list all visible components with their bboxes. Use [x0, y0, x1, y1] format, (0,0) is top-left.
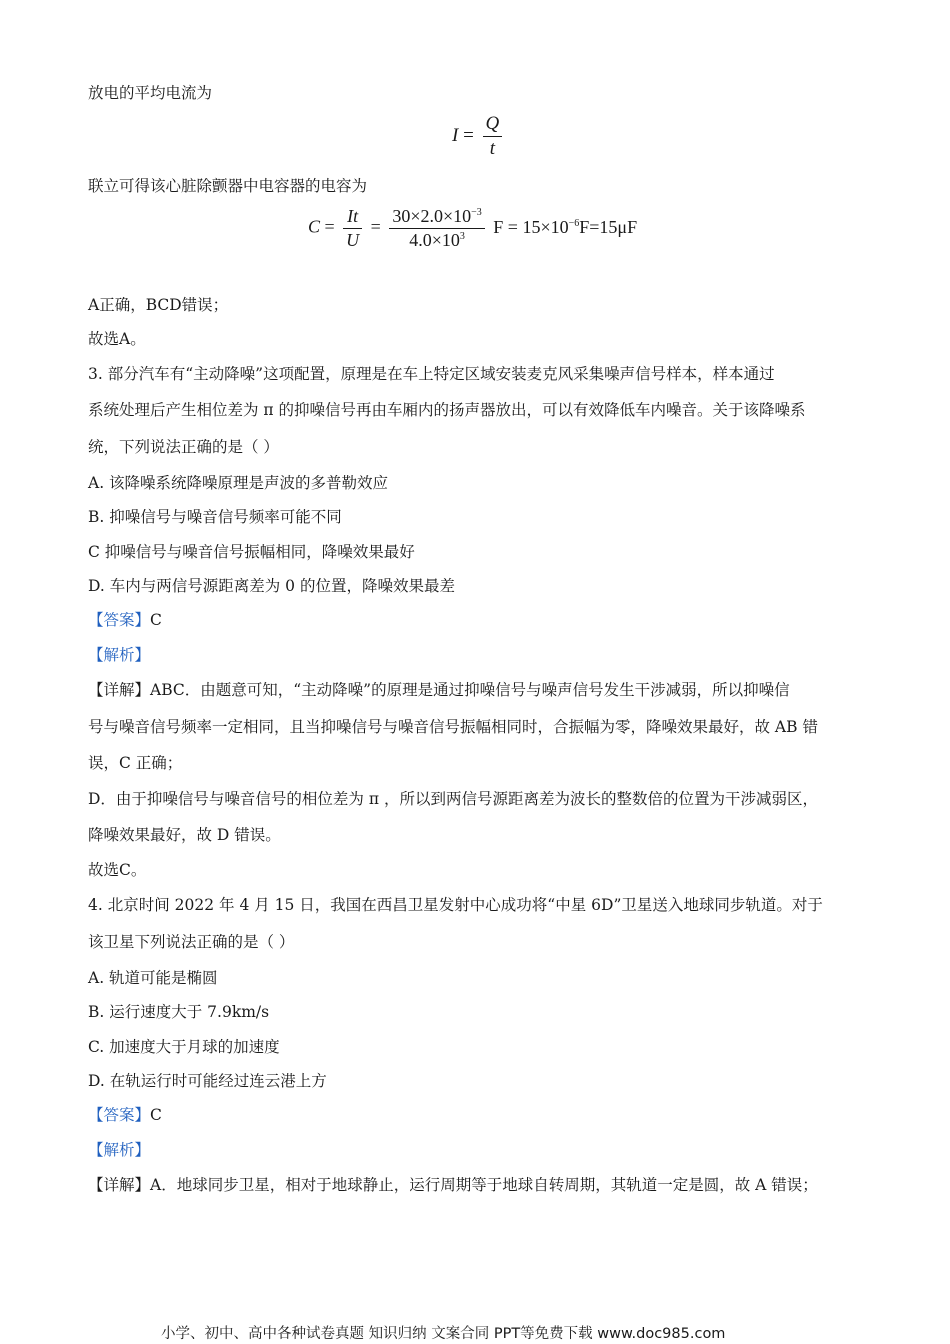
- q3-stem-line-2: 系统处理后产生相位差为 π 的抑噪信号再由车厢内的扬声器放出，可以有效降低车内噪音。关于该降噪系: [88, 401, 806, 419]
- detail-text: ABC．由题意可知，“主动降噪”的原理是通过抑噪信号与噪声信号发生干涉减弱，所以抑噪信: [150, 681, 790, 699]
- q3-detail-line-2: 号与噪音信号频率一定相同，且当抑噪信号与噪音信号振幅相同时，合振幅为零，降噪效果最好，故 AB 错: [88, 718, 818, 736]
- fraction-numerator: [389, 206, 484, 229]
- formula-current: [452, 113, 506, 160]
- formula-fraction-2: [389, 206, 484, 251]
- q3-choice: 故选C。: [88, 861, 147, 879]
- fraction-denominator: U: [346, 230, 360, 250]
- fraction-numerator: It: [343, 206, 362, 229]
- q4-analysis: [88, 1140, 150, 1160]
- formula-result: [493, 217, 637, 237]
- formula-lhs: I: [452, 124, 459, 146]
- text-line-choice: 故选A。: [88, 330, 146, 348]
- q4-answer: [88, 1105, 162, 1125]
- q3-stem-line-3: 统，下列说法正确的是（ ）: [88, 438, 279, 456]
- q4-option-d: D. 在轨运行时可能经过连云港上方: [88, 1072, 327, 1090]
- formula-eq: =: [324, 216, 335, 237]
- numerator-exponent: −3: [471, 207, 482, 218]
- footer-banner: 小学、初中、高中各种试卷真题 知识归纳 文案合同 PPT等免费下载 www.doc985.com: [161, 1326, 726, 1342]
- q4-stem-line-2: 该卫星下列说法正确的是（ ）: [88, 933, 295, 951]
- formula-fraction: [483, 113, 503, 160]
- q4-stem-line-1: 4. 北京时间 2022 年 4 月 15 日，我国在西昌卫星发射中心成功将“中星 6D”卫星送入地球同步轨道。对于: [88, 896, 823, 914]
- detail-text: A．地球同步卫星，相对于地球静止，运行周期等于地球自转周期，其轨道一定是圆，故 A 错误；: [150, 1176, 818, 1194]
- q4-option-b: B. 运行速度大于 7.9km/s: [88, 1003, 270, 1021]
- result-tail: F=15μF: [579, 216, 638, 237]
- result-base: F = 15×10: [493, 216, 569, 237]
- q3-detail-line-3: 误，C 正确；: [88, 754, 183, 772]
- denominator-exponent: 3: [459, 231, 465, 242]
- q3-detail-line-1: [88, 680, 790, 700]
- answer-tag: 【答案】: [88, 611, 151, 629]
- q4-option-a: A. 轨道可能是椭圆: [88, 969, 218, 987]
- q3-option-d: D. 车内与两信号源距离差为 0 的位置，降噪效果最差: [88, 577, 455, 595]
- detail-tag: 【详解】: [88, 1176, 151, 1194]
- q4-detail-line-1: [88, 1175, 818, 1195]
- fraction-numerator: Q: [483, 113, 503, 137]
- formula-eq: =: [370, 216, 381, 237]
- q3-detail-line-4: D．由于抑噪信号与噪音信号的相位差为 π ，所以到两信号源距离差为波长的整数倍的位置为干涉减弱区，: [88, 790, 818, 808]
- analysis-tag: 【解析】: [88, 1141, 151, 1159]
- q3-analysis: [88, 645, 150, 665]
- text-line-current: 放电的平均电流为: [88, 84, 213, 102]
- q3-option-a: A. 该降噪系统降噪原理是声波的多普勒效应: [88, 474, 389, 492]
- answer-value: C: [150, 611, 162, 629]
- formula-capacitance: [308, 206, 637, 251]
- text-line-judgement: A正确，BCD错误；: [88, 296, 229, 314]
- fraction-denominator: [389, 229, 484, 251]
- q3-detail-line-5: 降噪效果最好，故 D 错误。: [88, 826, 281, 844]
- formula-lhs: C: [308, 216, 321, 237]
- text-line-capacitance: 联立可得该心脏除颤器中电容器的电容为: [88, 177, 368, 195]
- analysis-tag: 【解析】: [88, 646, 151, 664]
- q3-option-c: C 抑噪信号与噪音信号振幅相同，降噪效果最好: [88, 543, 415, 561]
- detail-tag: 【详解】: [88, 681, 151, 699]
- result-exponent: −6: [568, 217, 580, 229]
- q4-option-c: C. 加速度大于月球的加速度: [88, 1038, 280, 1056]
- denominator-base: 4.0×10: [409, 230, 460, 250]
- formula-fraction-1: [343, 206, 362, 251]
- answer-value: C: [150, 1106, 162, 1124]
- fraction-denominator: t: [489, 138, 496, 159]
- answer-tag: 【答案】: [88, 1106, 151, 1124]
- numerator-base: 30×2.0×10: [392, 206, 472, 226]
- q3-option-b: B. 抑噪信号与噪音信号频率可能不同: [88, 508, 342, 526]
- q3-stem-line-1: 3. 部分汽车有“主动降噪”这项配置，原理是在车上特定区域安装麦克风采集噪声信号样本，样本通过: [88, 365, 775, 383]
- formula-eq: =: [463, 124, 474, 146]
- q3-answer: [88, 610, 162, 630]
